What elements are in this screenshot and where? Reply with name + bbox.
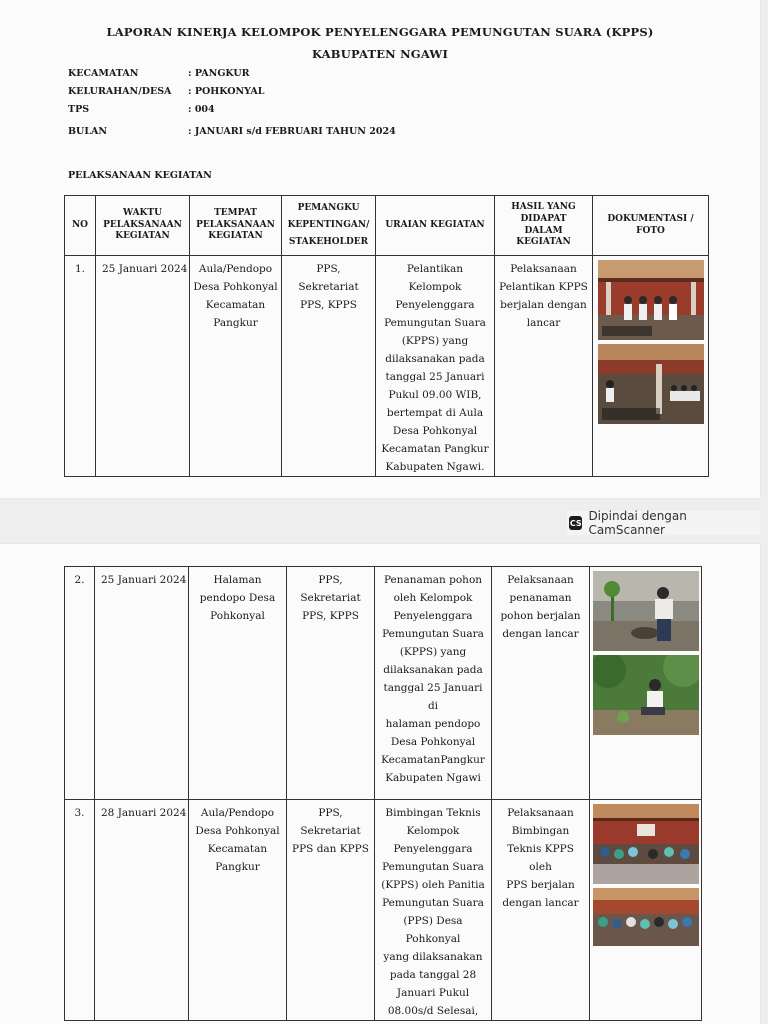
row-description: Penanaman pohon oleh Kelompok Penyelenggara Pemungutan Suara (KPPS) yang dilaksanakan pada tanggal 25 Januari di halaman pendopo Desa Pohkonyal KecamatanPangkur Kabupaten Ngawi — [375, 567, 492, 800]
camscanner-text: Dipindai dengan CamScanner — [588, 509, 687, 537]
header-waktu: WAKTU PELAKSANAAN KEGIATAN — [96, 196, 190, 256]
header-tempat: TEMPAT PELAKSANAAN KEGIATAN — [190, 196, 282, 256]
row-result: Pelaksanaan penanaman pohon berjalan dengan lancar — [492, 567, 590, 800]
document-page-1 — [0, 0, 760, 498]
ceremony-audience-photo — [598, 344, 704, 424]
document-page-2 — [0, 544, 760, 1024]
tree-planting-photo-2 — [593, 655, 699, 735]
row-date: 25 Januari 2024 — [96, 256, 190, 477]
row-photos — [590, 800, 702, 1021]
table-header-row — [65, 196, 709, 256]
row-number: 2. — [65, 567, 95, 800]
row-number: 3. — [65, 800, 95, 1021]
row-date: 25 Januari 2024 — [95, 567, 189, 800]
header-no: NO — [65, 196, 96, 256]
row-result: Pelaksanaan Pelantikan KPPS berjalan dengan lancar — [495, 256, 593, 477]
row-place: Aula/Pendopo Desa Pohkonyal Kecamatan Pangkur — [190, 256, 282, 477]
training-photo — [593, 804, 699, 884]
camscanner-badge — [567, 511, 760, 535]
section-title: PELAKSANAAN KEGIATAN — [68, 170, 212, 181]
table-row — [65, 800, 702, 1021]
table-row — [65, 256, 709, 477]
row-number: 1. — [65, 256, 96, 477]
row-stakeholder: PPS, Sekretariat PPS, KPPS — [282, 256, 376, 477]
row-photos — [593, 256, 709, 477]
activity-table-page2 — [64, 566, 702, 1021]
row-place: Aula/Pendopo Desa Pohkonyal Kecamatan Pangkur — [189, 800, 287, 1021]
header-dokumentasi: DOKUMENTASI / FOTO — [593, 196, 709, 256]
row-date: 28 Januari 2024 — [95, 800, 189, 1021]
row-place: Halaman pendopo Desa Pohkonyal — [189, 567, 287, 800]
report-meta: KECAMATAN : PANGKUR KELURAHAN/DESA : POHKONYAL TPS : 004 BULAN : JANUARI s/d FEBRUARI TAHUN 2024 — [68, 68, 396, 137]
row-photos — [590, 567, 702, 800]
training-audience-photo — [593, 888, 699, 946]
row-description: Bimbingan Teknis Kelompok Penyelenggara Pemungutan Suara (KPPS) oleh Panitia Pemungutan Suara (PPS) Desa Pohkonyal yang dilaksanakan pada tanggal 28 Januari Pukul 08.00s/d Selesai, — [375, 800, 492, 1021]
row-result: Pelaksanaan Bimbingan Teknis KPPS oleh PPS berjalan dengan lancar — [492, 800, 590, 1021]
activity-table-page1 — [64, 195, 709, 477]
table-row — [65, 567, 702, 800]
header-hasil: HASIL YANG DIDAPAT DALAM KEGIATAN — [495, 196, 593, 256]
row-stakeholder: PPS, Sekretariat PPS dan KPPS — [287, 800, 375, 1021]
ceremony-photo — [598, 260, 704, 340]
camscanner-logo-icon: CS — [569, 516, 582, 530]
report-subtitle: KABUPATEN NGAWI — [311, 47, 449, 61]
row-description: Pelantikan Kelompok Penyelenggara Pemungutan Suara (KPPS) yang dilaksanakan pada tanggal 25 Januari Pukul 09.00 WIB, bertempat di Aula Desa Pohkonyal Kecamatan Pangkur Kabupaten Ngawi. — [376, 256, 495, 477]
header-pemangku: PEMANGKU KEPENTINGAN/ STAKEHOLDER — [282, 196, 376, 256]
tree-planting-photo — [593, 571, 699, 651]
report-title: LAPORAN KINERJA KELOMPOK PENYELENGGARA PEMUNGUTAN SUARA (KPPS) — [106, 25, 654, 39]
header-uraian: URAIAN KEGIATAN — [376, 196, 495, 256]
row-stakeholder: PPS, Sekretariat PPS, KPPS — [287, 567, 375, 800]
